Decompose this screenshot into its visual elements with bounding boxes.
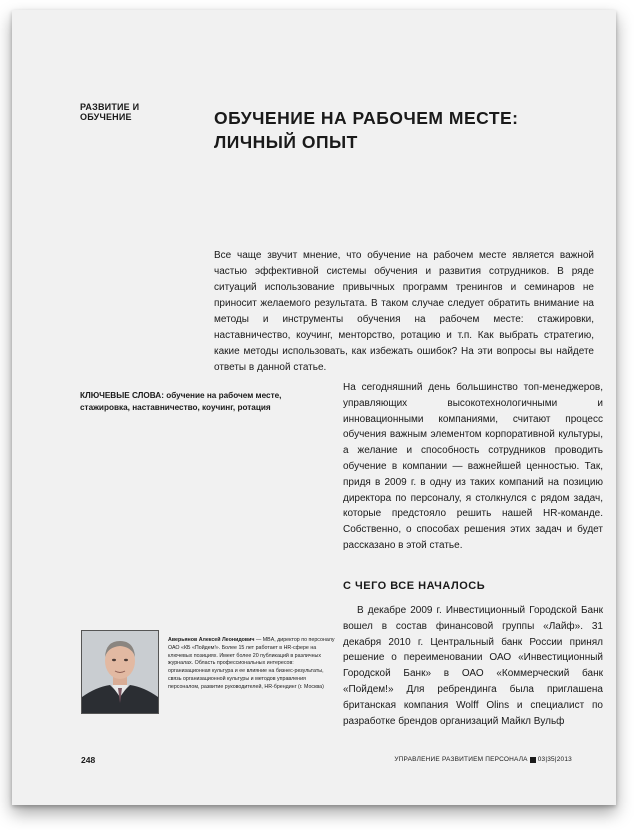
author-photo <box>81 630 159 714</box>
author-description: — MBA, директор по персоналу ОАО «КБ «Пойдем!». Более 15 лет работает в HR-сфере на ключевых позициях. Имеет более 20 публикаций в различных журналах. Область профессиональных интересов: организационная культура и ее влияние на бизнес-результаты, связь организационной культуры и методов управления персоналом, развитие руководителей, HR-брендинг (г. Москва) <box>168 637 335 690</box>
journal-footer <box>394 756 572 763</box>
journal-name: УПРАВЛЕНИЕ РАЗВИТИЕМ ПЕРСОНАЛА <box>394 756 528 763</box>
body-paragraph-2: В декабре 2009 г. Инвестиционный Городской Банк вошел в состав финансовой группы «Лайф». 31 декабря 2010 г. Центральный банк России принял решение о переименовании ОАО «Инвестиционный Городской Банк» в ОАО «Коммерческий банк «Пойдем!» Для ребрендинга была приглашена британская компания Wolff Olins и специалист по разработке брендов организаций Майкл Вульф <box>343 605 603 727</box>
author-portrait-icon <box>82 631 158 713</box>
section-label: РАЗВИТИЕ И ОБУЧЕНИЕ <box>80 102 140 122</box>
body-paragraph-1: На сегодняшний день большинство топ-менеджеров, управляющих высокотехнологичными и инновационными компаниями, считают процесс обучения важным элементом корпоративной культуры, а желание и способность сотрудников проводить обучение в компании — важнейшей ценностью. Так, придя в 2009 г. в одну из таких компаний на позицию директора по персоналу, я столкнулся с рядом задач, которые предстояло решить нашей HR-команде. Собственно, о способах решения этих задач и будет рассказано в этой статье. <box>343 382 603 551</box>
square-icon <box>530 757 536 763</box>
author-bio <box>168 637 336 692</box>
section-subheading: С ЧЕГО ВСЕ НАЧАЛОСЬ <box>343 580 486 592</box>
author-name: Аверьянов Алексей Леонидович <box>168 637 255 643</box>
title-line-1: ОБУЧЕНИЕ НА РАБОЧЕМ МЕСТЕ: <box>214 108 519 128</box>
title-line-2: ЛИЧНЫЙ ОПЫТ <box>214 132 358 152</box>
lead-paragraph: Все чаще звучит мнение, что обучение на рабочем месте является важной частью эффективной системы обучения и развития сотрудников. В ряде ситуаций использование привычных программ тренингов и семинаров не приносит желаемого результата. В таком случае следует обратить внимание на методы и инструменты обучения на рабочем месте: стажировки, наставничество, коучинг, менторство, ротацию и т.п. Как выбрать стратегию, какие методы использовать, как избежать ошибок? На эти вопросы вы найдете ответы в данной статье. <box>214 250 594 373</box>
keywords: КЛЮЧЕВЫЕ СЛОВА: обучение на рабочем месте, стажировка, наставничество, коучинг, ротация <box>80 391 282 412</box>
article-title <box>214 106 594 154</box>
magazine-page <box>12 10 616 805</box>
page-number: 248 <box>81 755 96 765</box>
issue-number: 03|35|2013 <box>537 756 572 763</box>
